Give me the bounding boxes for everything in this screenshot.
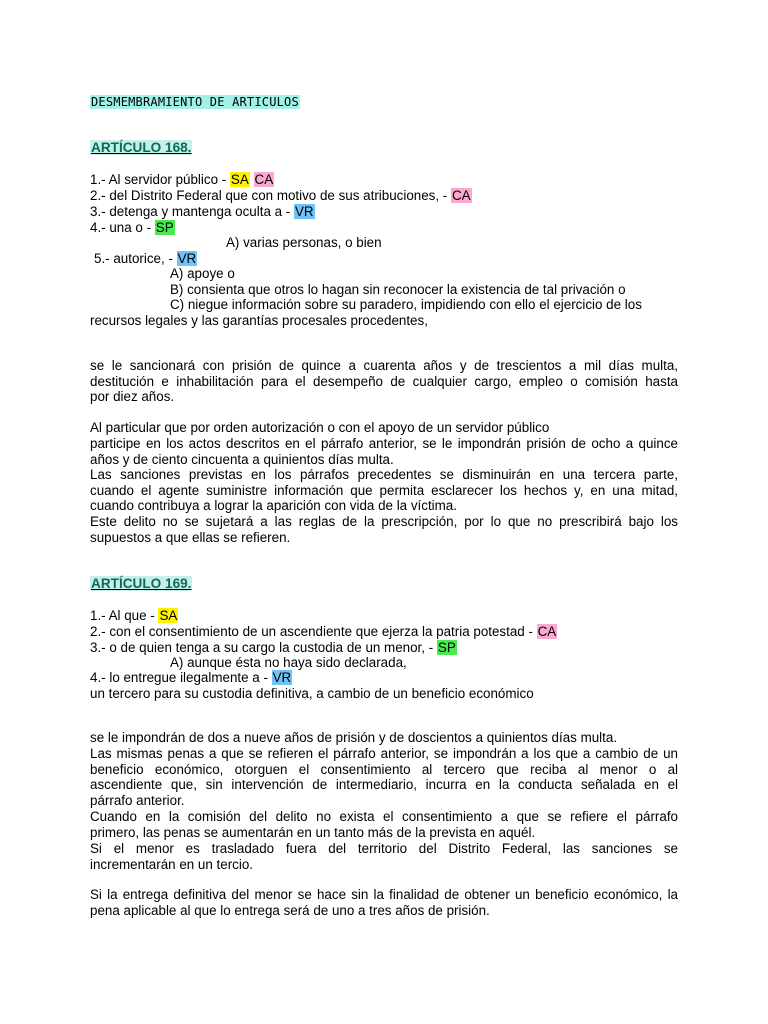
paragraph-line: párrafo anterior. (90, 792, 185, 808)
paragraph-line: se le impondrán de dos a nueve años de prisión y de doscientos a quinientos días multa. (90, 730, 618, 745)
tag-ca: CA (254, 172, 274, 187)
paragraph-line: Si la entrega definitiva del menor se hace sin la finalidad de obtener un beneficio económico, la (90, 887, 678, 902)
paragraph-line: Cuando en la comisión del delito no exista el consentimiento a que se refiere el párrafo (90, 809, 678, 824)
paragraph-line: Las mismas penas a que se refieren el párrafo anterior, se impondrán a los que a cambio de un (90, 746, 678, 761)
art169-item-3-text: 3.- o de quien tenga a su cargo la custodia de un menor, - (90, 640, 437, 655)
art168-item-4a (226, 235, 382, 251)
art168-paragraph-2 (90, 420, 678, 436)
art168-item-5-text: 5.- autorice, - (94, 251, 177, 266)
art169-item-4-text: 4.- lo entregue ilegalmente a - (90, 670, 272, 685)
art169-item-3a (170, 655, 407, 671)
art168-item-1 (90, 172, 274, 188)
paragraph-line: Este delito no se sujetará a las reglas de la prescripción, por lo que no prescribirá bajo los (90, 514, 678, 529)
tag-ca: CA (537, 624, 557, 639)
tag-sa: SA (230, 172, 249, 187)
tag-sp: SP (155, 220, 174, 235)
art168-item-5c-text: C) niegue información sobre su paradero, impidiendo con ello el ejercicio de los (170, 297, 642, 312)
paragraph-line: incrementarán en un tercio. (90, 856, 254, 872)
art169-paragraph-3 (90, 809, 678, 840)
paragraph-line: cuando el agente suministre información que permita esclarecer los hechos y, en una mitad, (90, 482, 678, 498)
art168-item-5c-cont-text: recursos legales y las garantías procesales procedentes, (90, 313, 428, 328)
paragraph-line: beneficio económico, otorguen el consentimiento al tercero que reciba al menor o al (90, 761, 678, 777)
document-title: DESMEMBRAMIENTO DE ARTICULOS (91, 95, 299, 109)
paragraph-line: cuando contribuya a lograr la aparición con vida de la víctima. (90, 498, 457, 514)
art169-paragraph-5 (90, 887, 678, 918)
art169-item-1-text: 1.- Al que - (90, 608, 159, 623)
art169-item-4-cont (90, 686, 534, 702)
art168-item-5a (170, 266, 235, 282)
paragraph-line: Al particular que por orden autorización o con el apoyo de un servidor público (90, 420, 550, 435)
article-168-heading-line (90, 140, 192, 156)
art168-item-3 (90, 204, 315, 220)
art168-item-5c (170, 297, 642, 313)
art168-item-1-text: 1.- Al servidor público - (90, 172, 230, 187)
art168-item-5 (94, 251, 197, 267)
paragraph-line: participe en los actos descritos en el párrafo anterior, se le impondrán prisión de ocho a quince (90, 436, 678, 451)
art168-item-4 (90, 220, 175, 236)
tag-ca: CA (451, 188, 471, 203)
art169-paragraph-1 (90, 730, 678, 746)
art168-item-5c-cont (90, 313, 428, 329)
art168-paragraph-1 (90, 358, 678, 405)
article-169-heading: ARTÍCULO 169. (91, 576, 192, 591)
tag-vr: VR (177, 251, 197, 266)
paragraph-line: primero, las penas se aumentarán en un tanto más de la prevista en aquél. (90, 824, 536, 840)
art168-item-3-text: 3.- detenga y mantenga oculta a - (90, 204, 294, 219)
paragraph-line: ascendiente que, sin intervención de intermediario, incurra en la conducta señalada en el (90, 777, 678, 793)
tag-vr: VR (272, 670, 292, 685)
article-169-heading-line (90, 576, 192, 592)
art168-paragraph-3 (90, 436, 678, 467)
tag-vr: VR (294, 204, 314, 219)
tag-sa: SA (159, 608, 178, 623)
art168-item-5b-text: B) consienta que otros lo hagan sin reconocer la existencia de tal privación o (170, 282, 626, 297)
art168-item-4-text: 4.- una o - (90, 220, 155, 235)
art169-paragraph-4 (90, 841, 678, 872)
document-title-line (90, 94, 300, 110)
paragraph-line: supuestos a que ellas se refieren. (90, 529, 291, 545)
art168-item-4a-text: A) varias personas, o bien (226, 235, 382, 250)
paragraph-line: Las sanciones previstas en los párrafos precedentes se disminuirán en una tercera parte, (90, 467, 678, 482)
art168-item-2-text: 2.- del Distrito Federal que con motivo de sus atribuciones, - (90, 188, 451, 203)
paragraph-line: por diez años. (90, 389, 175, 405)
art168-item-5a-text: A) apoye o (170, 266, 235, 281)
paragraph-line: años y de ciento cincuenta a quinientos días multa. (90, 451, 394, 467)
art169-item-3a-text: A) aunque ésta no haya sido declarada, (170, 655, 407, 670)
paragraph-line: pena aplicable al que lo entrega será de uno a tres años de prisión. (90, 902, 490, 918)
art169-item-2 (90, 624, 557, 640)
art168-item-5b (170, 282, 626, 298)
art169-item-2-text: 2.- con el consentimiento de un ascendiente que ejerza la patria potestad - (90, 624, 537, 639)
paragraph-line: Si el menor es trasladado fuera del territorio del Distrito Federal, las sanciones se (90, 841, 678, 856)
art169-item-4-cont-text: un tercero para su custodia definitiva, a cambio de un beneficio económico (90, 686, 534, 701)
art169-item-3 (90, 640, 457, 656)
art168-paragraph-5 (90, 514, 678, 545)
art168-paragraph-4 (90, 467, 678, 514)
art169-item-1 (90, 608, 178, 624)
paragraph-line: destitución e inhabilitación para el desempeño de cualquier cargo, empleo o comisión hasta (90, 373, 678, 389)
art169-paragraph-2 (90, 746, 678, 808)
art169-item-4 (90, 670, 292, 686)
art168-item-2 (90, 188, 472, 204)
tag-sp: SP (437, 640, 456, 655)
article-168-heading: ARTÍCULO 168. (91, 140, 192, 155)
paragraph-line: se le sancionará con prisión de quince a cuarenta años y de trescientos a mil días multa, (90, 358, 678, 373)
